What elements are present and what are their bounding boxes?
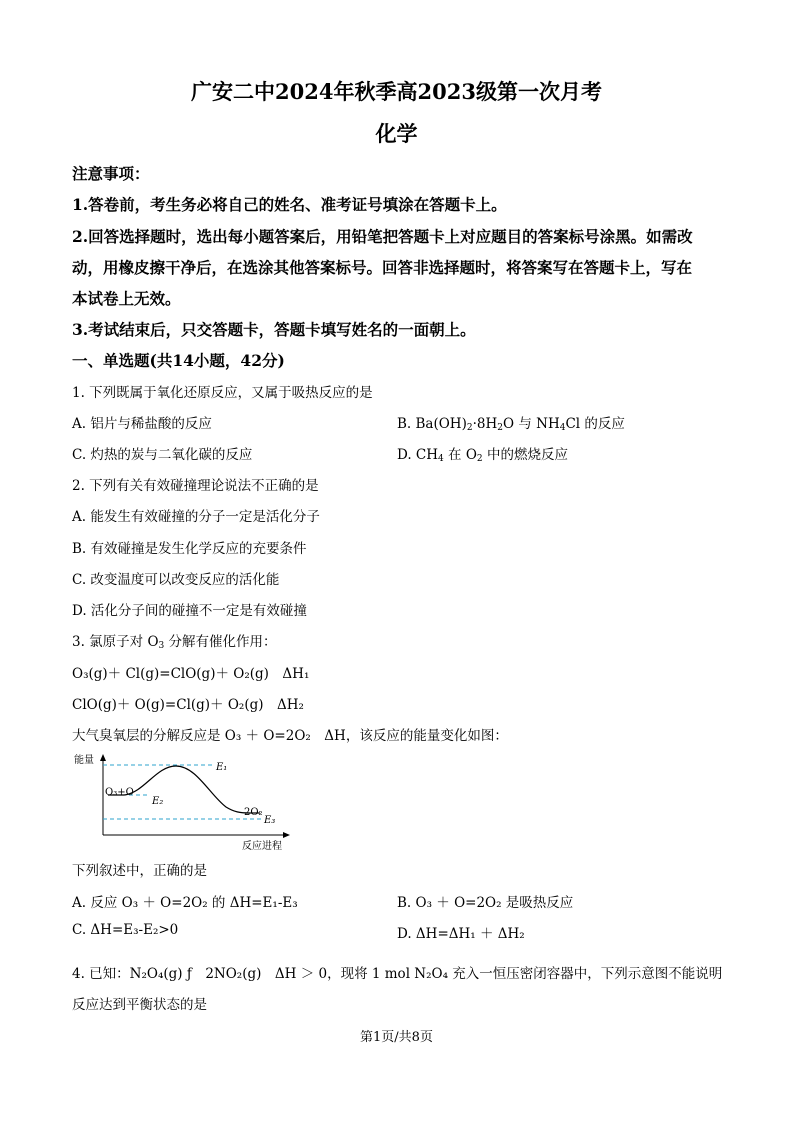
notice-item-1: 1.答卷前，考生务必将自己的姓名、准考证号填涂在答题卡上。 (72, 195, 507, 214)
notice-item-2-line-3: 本试卷上无效。 (72, 289, 181, 308)
q3-option-a: A. 反应 O₃ ＋ O=2O₂ 的 ΔH=E₁-E₃ (72, 895, 298, 911)
subscript: 2 (476, 454, 483, 464)
q1-option-d-text: 中的燃烧反应 (482, 447, 568, 463)
e1-label: E₁ (216, 762, 228, 773)
q4-stem-line-1: 4. 已知：N₂O₄(g) ƒ 2NO₂(g) ΔH ＞ 0，现将 1 mol N₂O₄ 充入一恒压密闭容器中，下列示意图不能说明 (72, 966, 723, 982)
q1-option-b (397, 412, 625, 432)
x-axis-label: 反应进程 (242, 841, 282, 852)
q3-option-b: B. O₃ ＋ O=2O₂ 是吸热反应 (397, 895, 574, 911)
q3-equation-1: O₃(g)＋ Cl(g)=ClO(g)＋ O₂(g) ΔH₁ (72, 666, 310, 682)
product-label: 2O₂ (244, 807, 263, 818)
q3-prompt: 下列叙述中，正确的是 (72, 863, 207, 879)
page-number: 第1页/共8页 (360, 1030, 433, 1045)
notice-item-2-line-2: 动，用橡皮擦干净后，在选涂其他答案标号。回答非选择题时，将答案写在答题卡上，写在 (72, 258, 693, 277)
y-axis-label: 能量 (74, 755, 94, 766)
e3-label: E₃ (264, 815, 276, 826)
q3-stem-text: 3. 氯原子对 O (72, 634, 159, 650)
q1-option-b-text: Cl 的反应 (565, 416, 625, 432)
subscript: 2 (497, 423, 503, 433)
notice-heading: 注意事项： (72, 164, 150, 183)
q2-option-a: A. 能发生有效碰撞的分子一定是活化分子 (72, 509, 320, 525)
notice-item-3: 3.考试结束后，只交答题卡，答题卡填写姓名的一面朝上。 (72, 320, 476, 339)
q3-option-c: C. ΔH=E₃-E₂>0 (72, 922, 179, 938)
energy-diagram (72, 749, 302, 854)
q2-option-c: C. 改变温度可以改变反应的活化能 (72, 572, 280, 588)
q3-stem-text: 分解有催化作用： (164, 634, 277, 650)
q3-option-d: D. ΔH=ΔH₁ ＋ ΔH₂ (397, 926, 525, 942)
q3-stem (72, 630, 277, 650)
e2-label: E₂ (152, 796, 164, 807)
q3-description: 大气臭氧层的分解反应是 O₃ ＋ O=2O₂ ΔH，该反应的能量变化如图： (72, 728, 508, 744)
subscript: 2 (466, 423, 473, 433)
notice-item-2-line-1: 2.回答选择题时，选出每小题答案后，用铅笔把答题卡上对应题目的答案标号涂黑。如需改 (72, 227, 693, 246)
x-axis-arrow (283, 832, 290, 838)
q1-stem: 1. 下列既属于氧化还原反应，又属于吸热反应的是 (72, 385, 373, 401)
q4-stem-line-2: 反应达到平衡状态的是 (72, 997, 207, 1013)
q1-option-b-text: ·8H (472, 416, 498, 432)
q1-option-a: A. 铝片与稀盐酸的反应 (72, 416, 212, 432)
q1-option-d (397, 443, 568, 463)
y-axis-arrow (100, 754, 106, 761)
subscript: 4 (559, 423, 566, 433)
subscript: 3 (158, 641, 165, 651)
subscript: 4 (438, 454, 444, 464)
subject-title: 化学 (375, 121, 418, 146)
reactant-label: O₃+O (105, 787, 134, 798)
exam-title: 广安二中2024年秋季高2023级第一次月考 (191, 79, 602, 104)
q3-equation-2: ClO(g)＋ O(g)=Cl(g)＋ O₂(g) ΔH₂ (72, 697, 304, 713)
q1-option-b-text: O 与 NH (502, 416, 560, 432)
q1-option-d-text: D. CH (397, 447, 439, 463)
q2-stem: 2. 下列有关有效碰撞理论说法不正确的是 (72, 478, 319, 494)
section-heading: 一、单选题(共14小题，42分) (72, 351, 285, 370)
q2-option-d: D. 活化分子间的碰撞不一定是有效碰撞 (72, 603, 307, 619)
q2-option-b: B. 有效碰撞是发生化学反应的充要条件 (72, 541, 307, 557)
q1-option-c: C. 灼热的炭与二氧化碳的反应 (72, 447, 253, 463)
q1-option-d-text: 在 O (443, 447, 477, 463)
q1-option-b-text: B. Ba(OH) (397, 416, 467, 432)
